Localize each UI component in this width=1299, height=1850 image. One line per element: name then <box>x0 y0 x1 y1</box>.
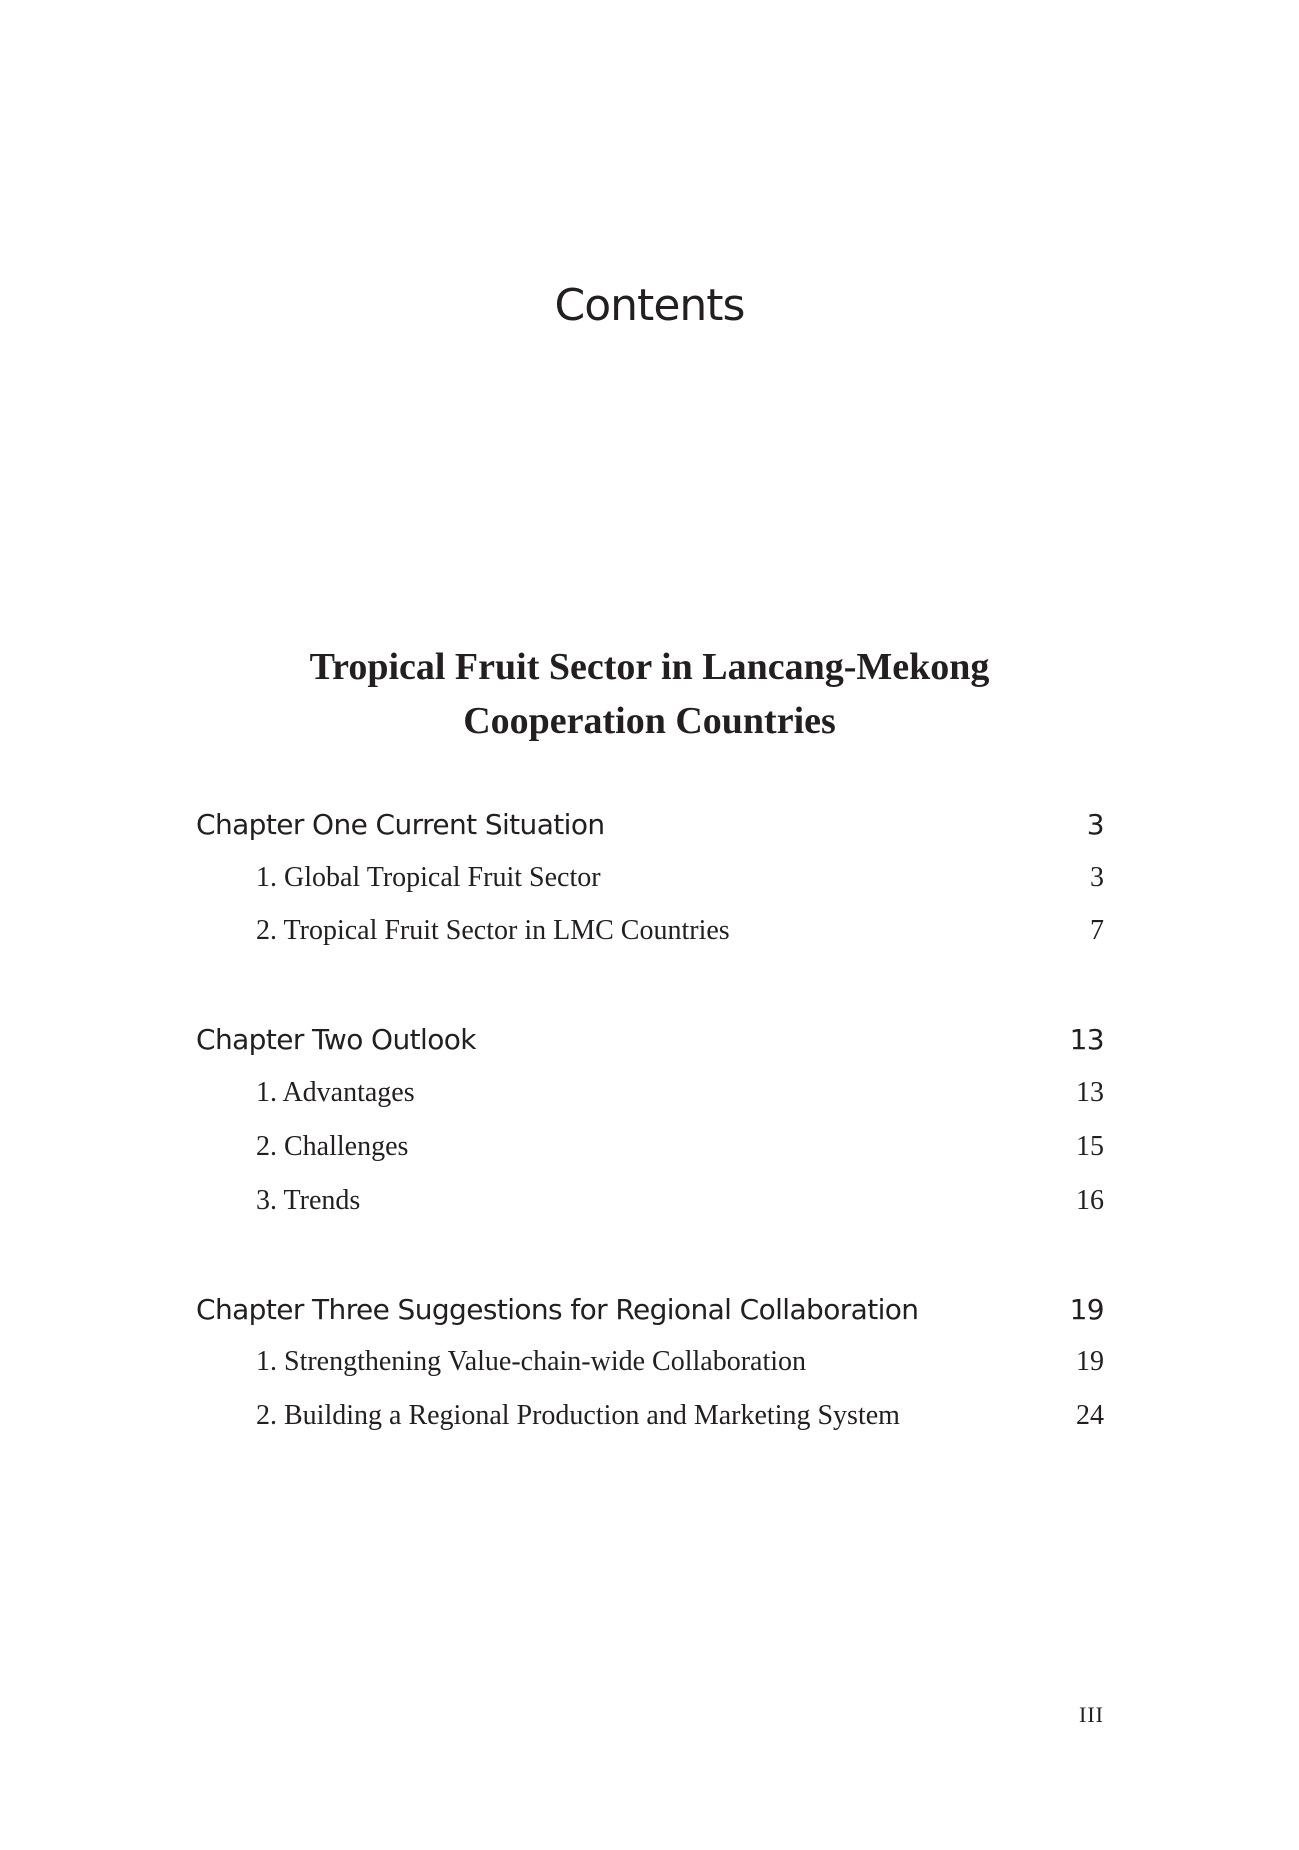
section-page-number: 3 <box>1090 862 1104 893</box>
toc-section[interactable] <box>256 1342 1104 1382</box>
toc-section[interactable] <box>256 858 1104 898</box>
section-page-number: 13 <box>1076 1077 1104 1108</box>
section-page-number: 19 <box>1076 1346 1104 1377</box>
section-page-number: 7 <box>1090 915 1104 946</box>
section-page-number: 16 <box>1076 1185 1104 1216</box>
section-title: 1. Global Tropical Fruit Sector <box>256 862 601 893</box>
section-title: 2. Challenges <box>256 1131 409 1162</box>
chapter-page-number: 3 <box>1086 808 1104 841</box>
book-title-line-2: Cooperation Countries <box>463 700 836 742</box>
toc-chapter-one[interactable] <box>196 805 1104 845</box>
section-page-number: 24 <box>1076 1400 1104 1431</box>
section-title: 3. Trends <box>256 1185 361 1216</box>
page-folio: III <box>1079 1702 1104 1727</box>
section-page-number: 15 <box>1076 1131 1104 1162</box>
toc-section[interactable] <box>256 1073 1104 1113</box>
book-title <box>0 640 1299 748</box>
section-title: 2. Tropical Fruit Sector in LMC Countries <box>256 915 730 946</box>
section-title: 1. Strengthening Value-chain-wide Collaboration <box>256 1346 807 1377</box>
toc-section[interactable] <box>256 1396 1104 1436</box>
toc-section[interactable] <box>256 1181 1104 1221</box>
chapter-title: Chapter One Current Situation <box>196 808 605 841</box>
toc-section[interactable] <box>256 1127 1104 1167</box>
toc-section[interactable] <box>256 911 1104 951</box>
book-title-line-1: Tropical Fruit Sector in Lancang-Mekong <box>309 646 990 688</box>
chapter-page-number: 19 <box>1069 1293 1104 1326</box>
chapter-page-number: 13 <box>1069 1023 1104 1056</box>
chapter-title: Chapter Two Outlook <box>196 1023 476 1056</box>
chapter-title: Chapter Three Suggestions for Regional Collaboration <box>196 1293 919 1326</box>
toc-chapter-three[interactable] <box>196 1290 1104 1330</box>
section-title: 2. Building a Regional Production and Marketing System <box>256 1400 900 1431</box>
page-title: Contents <box>554 280 745 331</box>
section-title: 1. Advantages <box>256 1077 415 1108</box>
toc-chapter-two[interactable] <box>196 1020 1104 1060</box>
